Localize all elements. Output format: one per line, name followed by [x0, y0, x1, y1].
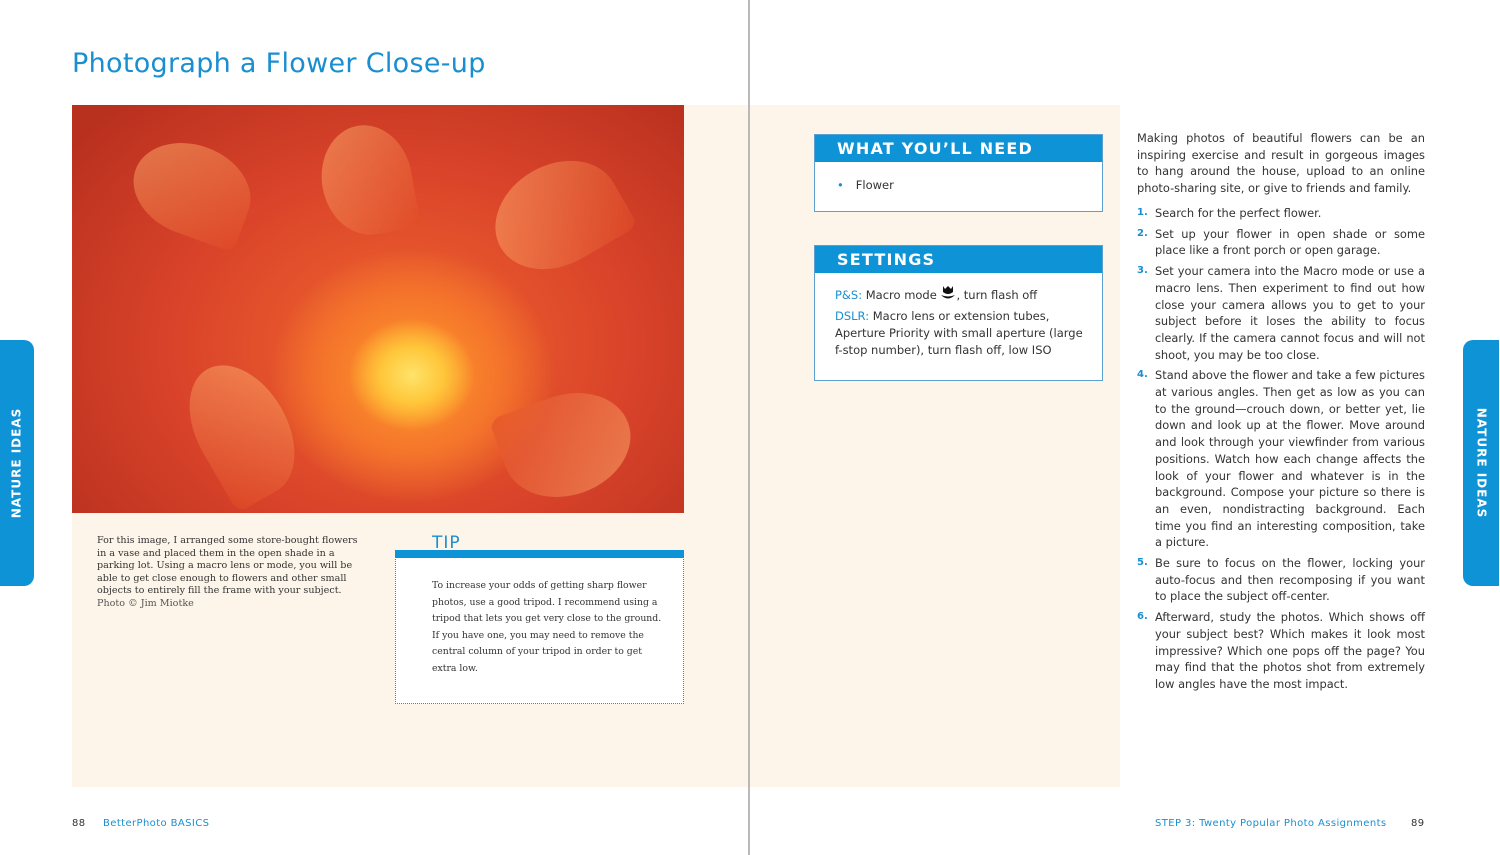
steps-list [1137, 205, 1425, 697]
need-item: • Flower [837, 178, 894, 192]
page-title: Photograph a Flower Close-up [72, 48, 486, 79]
tip-heading: TIP [432, 533, 461, 553]
step-item: 3. Set your camera into the Macro mode or use a macro lens. Then experiment to find out how close your camera allows you to get to your subject before it loses the ability to focus clearly. If the camera cannot focus and will not shoot, you may be too close. [1137, 264, 1425, 362]
ps-setting: P&S: Macro mode , turn flash off [835, 285, 1088, 304]
settings-heading: SETTINGS [815, 246, 1102, 273]
right-page-number: 89 [1411, 818, 1425, 829]
step-item: 4. Stand above the flower and take a few pictures at various angles. Then get as low as you can to the ground—crouch down, or better yet, lie down and look up at the flower. Move around and look through your viewfinder from various positions. Watch how each change affects the look of your flower and whatever is in the background. Compose your picture so there is an even, nondistracting background. Each time you find an interesting composition, take a picture. [1137, 368, 1425, 550]
photo-caption [97, 535, 359, 611]
side-tab-label: NATURE IDEAS [9, 407, 23, 519]
step-item: 2. Set up your flower in open shade or some place like a front porch or open garage. [1137, 226, 1425, 258]
step-item: 6. Afterward, study the photos. Which shows off your subject best? Which makes it look most impressive? Which one pops off the page? You may find that the photos shot from extremely low angles have the most impact. [1137, 610, 1425, 691]
tip-box [395, 552, 684, 704]
side-tab-nature-ideas [0, 340, 34, 586]
what-you-need-heading: WHAT YOU’LL NEED [815, 135, 1102, 162]
side-tab-nature-ideas-right [1463, 340, 1499, 586]
step-item: 1. Search for the perfect flower. [1137, 206, 1322, 220]
chapter-footer: STEP 3: Twenty Popular Photo Assignments [1155, 818, 1387, 829]
what-you-need-box [814, 134, 1103, 212]
book-title-footer: BetterPhoto BASICS [103, 818, 210, 829]
left-page-number: 88 [72, 818, 86, 829]
photo-credit: Photo © Jim Miotke [97, 597, 194, 609]
macro-tulip-icon [940, 285, 956, 301]
dslr-setting: DSLR: Macro lens or extension tubes, Aperture Priority with small aperture (large f-stop number), turn flash off, low ISO [835, 309, 1083, 357]
flower-photo [72, 105, 684, 513]
tip-text: To increase your odds of getting sharp flower photos, use a good tripod. I recommend using a tripod that lets you get very close to the ground. If you have one, you may need to remove the central column of your tripod in order to get extra low. [432, 580, 662, 674]
caption-text: For this image, I arranged some store-bought flowers in a vase and placed them in the open shade in a parking lot. Using a macro lens or mode, you will be able to get close enough to flowers and other small objects to entirely fill the frame with your subject. [97, 535, 358, 597]
settings-box [814, 245, 1103, 381]
step-item: 5. Be sure to focus on the flower, locking your auto-focus and then recomposing if you want to place the subject off-center. [1137, 556, 1425, 604]
intro-paragraph: Making photos of beautiful flowers can be an inspiring exercise and result in gorgeous images to hang around the house, upload to an online photo-sharing site, or give to friends and family. [1137, 131, 1425, 196]
side-tab-label: NATURE IDEAS [1474, 407, 1488, 519]
bullet-icon: • [837, 178, 844, 192]
